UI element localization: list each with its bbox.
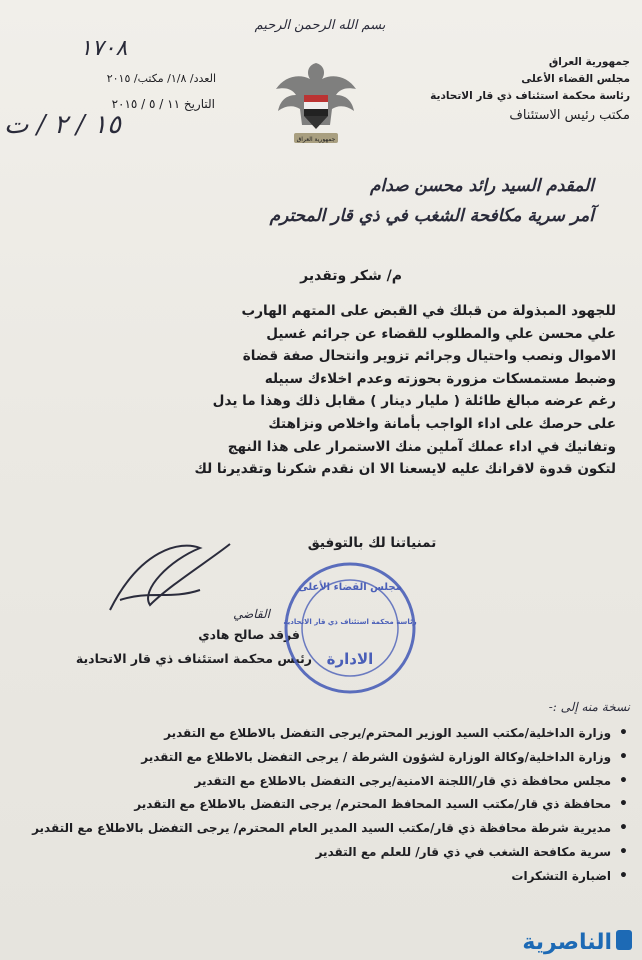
list-item: • سرية مكافحة الشغب في ذي قار/ للعلم مع التقدير xyxy=(8,841,628,865)
signatory-name: فرقد صالح هادي xyxy=(198,627,300,642)
letterhead-court: رئاسة محكمة استئناف ذي قار الاتحادية xyxy=(430,90,630,102)
list-item: • وزارة الداخلية/وكالة الوزارة لشؤون الشرطة / يرجى التفضل بالاطلاع مع التقدير xyxy=(8,746,628,770)
reference-line: العدد/ ١/٨/ مكتب/ ٢٠١٥ xyxy=(106,72,216,85)
list-item: • مديرية شرطة محافظة ذي قار/مكتب السيد المدير العام المحترم/ يرجى التفضل بالاطلاع مع التقدير xyxy=(8,817,628,841)
stamp-seal-icon xyxy=(282,560,418,696)
signatory-role: رئيس محكمة استئناف ذي قار الاتحادية xyxy=(75,651,312,666)
official-stamp xyxy=(282,560,418,696)
body-line: للجهود المبذولة من قبلك في القبض على المتهم الهارب xyxy=(241,303,616,319)
watermark-text: الناصرية xyxy=(522,930,612,955)
body-line: رغم عرضه مبالغ طائلة ( مليار دينار ) مقابل ذلك وهذا ما يدل xyxy=(212,393,616,410)
emblem-caption: جمهورية العراق xyxy=(296,136,336,143)
copies-heading: نسخة منه إلى :- xyxy=(548,700,630,714)
addressee-title: آمر سرية مكافحة الشغب في ذي قار المحترم xyxy=(269,206,594,226)
list-item: • اضبارة التشكرات xyxy=(8,865,628,889)
letterhead-country: جمهورية العراق xyxy=(548,56,630,68)
list-item: • مجلس محافظة ذي قار/اللجنة الامنية/يرجى التفضل بالاطلاع مع التقدير xyxy=(8,770,628,794)
body-line: على حرصك على اداء الواجب بأمانة واخلاص ونزاهتك xyxy=(268,415,616,432)
list-item: • محافظة ذي قار/مكتب السيد المحافظ المحترم/ يرجى التفضل بالاطلاع مع التقدير xyxy=(8,793,628,817)
reference-number-handwritten: ١٧٠٨ xyxy=(80,36,128,61)
letterhead xyxy=(390,54,630,124)
copies-list xyxy=(8,722,628,889)
letterhead-council: مجلس القضاء الأعلى xyxy=(521,73,630,85)
stamp-top: مجلس القضاء الأعلى xyxy=(298,582,402,593)
letterhead-office: مكتب رئيس الاستئناف xyxy=(509,108,630,123)
date-line: التاريخ ١١ / ٥ / ٢٠١٥ xyxy=(111,97,215,111)
stamp-middle: رئاسة محكمة استئناف ذي قار الاتحادية xyxy=(283,618,417,626)
basmala: بسم الله الرحمن الرحيم xyxy=(254,18,386,33)
addressee-name: المقدم السيد رائد محسن صدام xyxy=(370,176,594,196)
nasiriyah-watermark-logo xyxy=(508,924,636,956)
body-line: علي محسن علي والمطلوب للقضاء عن جرائم غسيل xyxy=(266,325,616,342)
body-line: لتكون قدوة لاقرانك عليه لايسعنا الا ان نقدم شكرنا وتقديرنا لك xyxy=(194,461,616,478)
body-line: الاموال ونصب واحتيال وجرائم تزوير وانتحال صفة قضاة xyxy=(242,348,616,365)
iraq-eagle-emblem-icon xyxy=(268,55,364,155)
closing-line: تمنياتنا لك بالتوفيق xyxy=(307,535,437,551)
letter-body xyxy=(26,300,616,481)
stamp-bottom: الادارة xyxy=(326,650,374,668)
list-item: • وزارة الداخلية/مكتب السيد الوزير المحترم/يرجى التفضل بالاطلاع مع التقدير xyxy=(8,722,628,746)
signatory-title: القاضي xyxy=(233,607,270,621)
watermark-mark-icon xyxy=(616,930,632,950)
body-line: وتفانيك في اداء عملك آملين منك الاستمرار على هذا النهج xyxy=(227,438,616,455)
body-line: وضبط مستمسكات مزورة بحوزته وعدم اخلاءك سبيله xyxy=(264,370,616,387)
letter-subject: م/ شكر وتقدير xyxy=(300,268,402,284)
date-handwritten: ١٥ / ٢ / ت xyxy=(4,110,121,140)
